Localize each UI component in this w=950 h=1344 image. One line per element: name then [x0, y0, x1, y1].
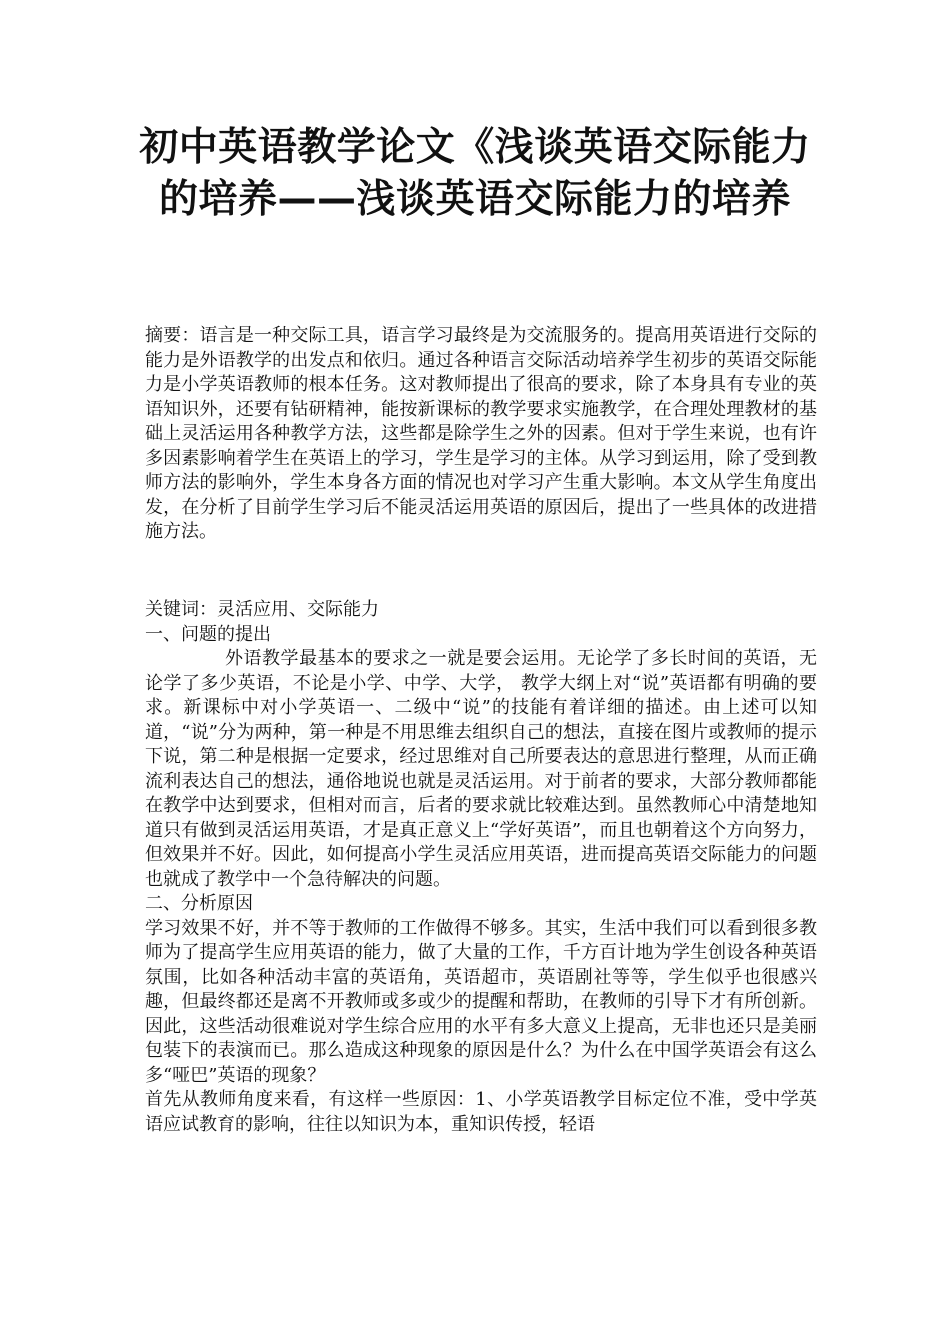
- main-body: [145, 598, 817, 1137]
- section1-paragraph: 外语教学最基本的要求之一就是要会运用。无论学了多长时间的英语，无论学了多少英语，不论是小学、中学、大学， 教学大纲上对“说”英语都有明确的要求。新课标中对小学英语一、二级中“说”的技能有着详细的描述。由上述可以知道，“说”分为两种，第一种是不用思维去组织自己的想法，直接在图片或教师的提示下说，第二种是根据一定要求，经过思维对自己所要表达的意思进行整理，从而正确流利表达自己的想法，通俗地说也就是灵活运用。对于前者的要求，大部分教师都能在教学中达到要求，但相对而言，后者的要求就比较难达到。虽然教师心中清楚地知道只有做到灵活运用英语，才是真正意义上“学好英语”，而且也朝着这个方向努力，但效果并不好。因此，如何提高小学生灵活应用英语，进而提高英语交际能力的问题也就成了教学中一个急待解决的问题。: [145, 648, 817, 890]
- document-title: 初中英语教学论文《浅谈英语交际能力的培养——浅谈英语交际能力的培养: [139, 125, 811, 222]
- section2-heading: 二、分析原因: [145, 893, 253, 914]
- keywords-line: 关键词：灵活应用、交际能力: [145, 599, 379, 620]
- section2-paragraph: 学习效果不好，并不等于教师的工作做得不够多。其实，生活中我们可以看到很多教师为了提高学生应用英语的能力，做了大量的工作，千方百计地为学生创设各种英语氛围，比如各种活动丰富的英语角，英语超市，英语剧社等等，学生似乎也很感兴趣，但最终都还是离不开教师或多或少的提醒和帮助，在教师的引导下才有所创新。因此，这些活动很难说对学生综合应用的水平有多大意义上提高，无非也还只是美丽包装下的表演而已。那么造成这种现象的原因是什么？为什么在中国学英语会有这么多“哑巴”英语的现象？: [145, 917, 817, 1086]
- abstract-paragraph: 摘要：语言是一种交际工具，语言学习最终是为交流服务的。提高用英语进行交际的能力是外语教学的出发点和依归。通过各种语言交际活动培养学生初步的英语交际能力是小学英语教师的根本任务。这对教师提出了很高的要求，除了本身具有专业的英语知识外，还要有钻研精神，能按新课标的教学要求实施教学，在合理处理教材的基础上灵活运用各种教学方法，这些都是除学生之外的因素。但对于学生来说，也有许多因素影响着学生在英语上的学习，学生是学习的主体。从学习到运用，除了受到教师方法的影响外，学生本身各方面的情况也对学习产生重大影响。本文从学生角度出发，在分析了目前学生学习后不能灵活运用英语的原因后，提出了一些具体的改进措施方法。: [145, 325, 817, 542]
- section2-paragraph-continued: 首先从教师角度来看，有这样一些原因：1、小学英语教学目标定位不准，受中学英语应试教育的影响，往往以知识为本，重知识传授，轻语: [145, 1089, 817, 1135]
- section1-heading: 一、问题的提出: [145, 623, 271, 645]
- abstract-section: [145, 324, 817, 545]
